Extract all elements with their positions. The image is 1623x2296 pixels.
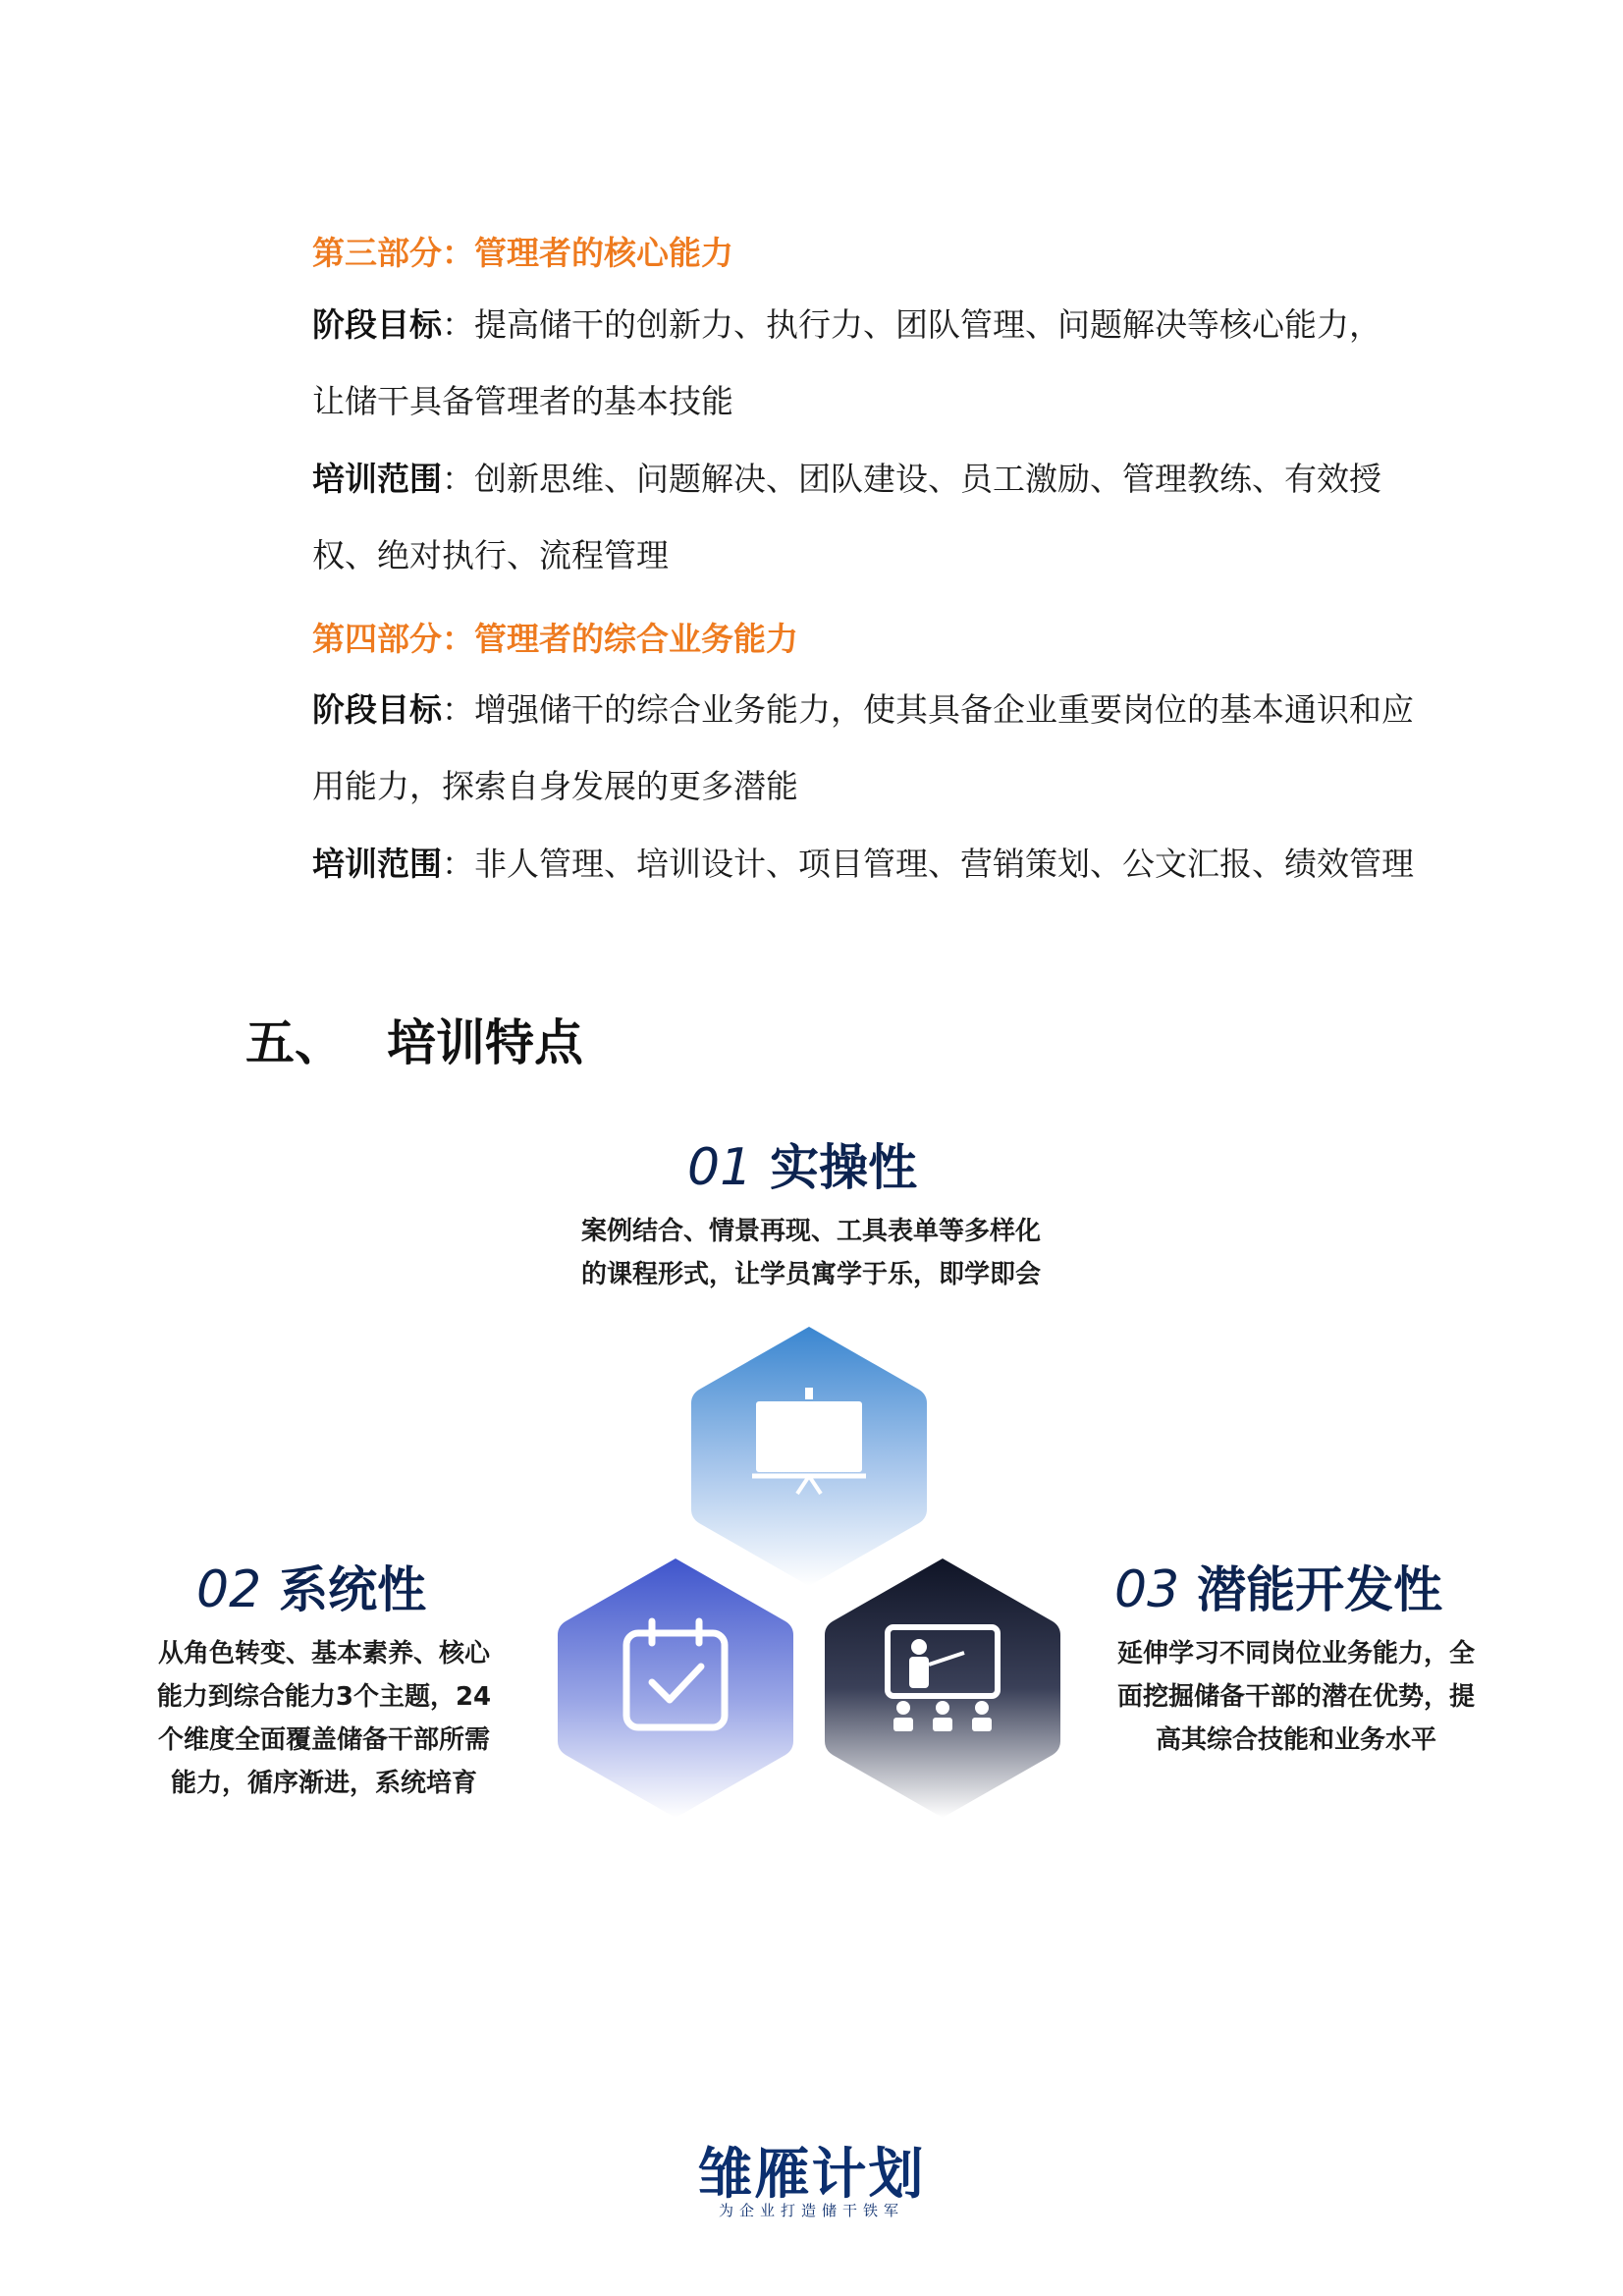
- part3-goal-line2: 让储干具备管理者的基本技能: [312, 382, 733, 420]
- feature-01-number: 01: [687, 1138, 753, 1197]
- part3-scope-label: 培训范围: [312, 460, 442, 498]
- feature-01-desc: [516, 1210, 1106, 1296]
- part3-goal-text: ：提高储干的创新力、执行力、团队管理、问题解决等核心能力，: [442, 305, 1381, 344]
- part4-goal-line1: [312, 690, 1414, 729]
- feature-03-desc: [1090, 1632, 1502, 1762]
- part4-title: 第四部分：管理者的综合业务能力: [312, 620, 798, 658]
- feature-02-desc-line: 从角色转变、基本素养、核心: [157, 1639, 490, 1668]
- part3-scope-text: ：创新思维、问题解决、团队建设、员工激励、管理教练、有效授: [442, 460, 1381, 498]
- part3-goal-label: 阶段目标: [312, 305, 442, 344]
- section5-title: 培训特点: [387, 1014, 583, 1071]
- part3-scope-line1: [312, 460, 1381, 498]
- feature-02-desc: [128, 1632, 520, 1805]
- presentation-board-icon: [752, 1388, 866, 1494]
- feature-03-title: [1114, 1560, 1443, 1619]
- part4-scope-line1: [312, 845, 1414, 883]
- feature-02-title: [196, 1560, 427, 1619]
- feature-03-desc-line: 面挖掘储备干部的潜在优势，提: [1116, 1682, 1475, 1712]
- part4-goal-line2: 用能力，探索自身发展的更多潜能: [312, 767, 798, 805]
- feature-02-desc-line: 能力到综合能力3个主题，24: [156, 1682, 492, 1712]
- part3-goal-line1: [312, 305, 1381, 344]
- feature-01-desc-line: 案例结合、情景再现、工具表单等多样化: [580, 1217, 1041, 1246]
- feature-03-desc-line: 延伸学习不同岗位业务能力，全: [1116, 1639, 1475, 1668]
- feature-03-name: 潜能开发性: [1197, 1561, 1443, 1618]
- section5-heading: [245, 1004, 583, 1074]
- part4-goal-label: 阶段目标: [312, 690, 442, 729]
- hexagon-potential: [821, 1555, 1064, 1822]
- feature-03-desc-line: 高其综合技能和业务水平: [1155, 1725, 1436, 1755]
- footer-logo: 雏雁计划: [697, 2143, 926, 2207]
- hexagon-practical: [687, 1323, 931, 1590]
- feature-03-number: 03: [1114, 1560, 1180, 1619]
- part4-goal-text: ：增强储干的综合业务能力，使其具备企业重要岗位的基本通识和应: [442, 690, 1414, 729]
- part3-title: 第三部分：管理者的核心能力: [312, 234, 733, 272]
- footer-tagline: 为企业打造储干铁军: [718, 2202, 904, 2219]
- feature-01-name: 实操性: [770, 1139, 918, 1196]
- part4-scope-label: 培训范围: [312, 845, 442, 883]
- feature-02-number: 02: [196, 1560, 262, 1619]
- feature-02-desc-line: 能力，循序渐进，系统培育: [170, 1769, 477, 1798]
- feature-01-title: [687, 1138, 918, 1197]
- hexagon-systematic: [554, 1555, 797, 1822]
- section5-number: 五、: [245, 1014, 344, 1071]
- feature-02-desc-line: 个维度全面覆盖储备干部所需: [157, 1725, 490, 1755]
- feature-02-name: 系统性: [279, 1561, 427, 1618]
- feature-01-desc-line: 的课程形式，让学员寓学于乐，即学即会: [580, 1260, 1041, 1289]
- part4-scope-text: ：非人管理、培训设计、项目管理、营销策划、公文汇报、绩效管理: [442, 845, 1414, 883]
- part3-scope-line2: 权、绝对执行、流程管理: [312, 536, 669, 574]
